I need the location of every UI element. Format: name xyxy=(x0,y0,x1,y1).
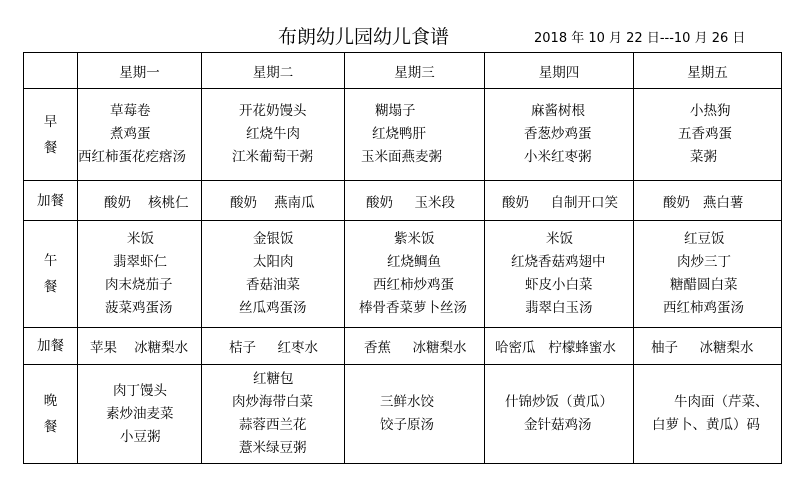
breakfast-label xyxy=(24,89,78,181)
menu-item: 米饭 xyxy=(546,231,573,247)
header-row xyxy=(24,53,782,89)
menu-item: 饺子原汤 xyxy=(380,417,434,433)
dinner-label-char-1: 晚 xyxy=(43,393,58,409)
day-header-mon: 星期一 xyxy=(78,53,202,89)
snack1-fri: 酸奶 燕白薯 xyxy=(634,181,782,221)
menu-item: 白萝卜、黄瓜）码 xyxy=(652,417,760,433)
menu-item: 红烧鲷鱼 xyxy=(387,254,441,270)
menu-item: 三鲜水饺 xyxy=(380,394,434,410)
snack2-label: 加餐 xyxy=(24,328,78,365)
breakfast-fri xyxy=(634,89,782,181)
menu-item: 西红柿蛋花疙瘩汤 xyxy=(78,149,186,165)
dinner-wed xyxy=(345,365,485,464)
menu-item: 翡翠虾仁 xyxy=(113,254,167,270)
menu-item: 香菇油菜 xyxy=(246,277,300,293)
day-header-tue: 星期二 xyxy=(202,53,345,89)
date-range: 2018 年 10 月 22 日---10 月 26 日 xyxy=(534,31,746,46)
day-header-thu: 星期四 xyxy=(485,53,634,89)
lunch-label xyxy=(24,221,78,328)
snack1-wed: 酸奶 玉米段 xyxy=(345,181,485,221)
lunch-label-char-1: 午 xyxy=(43,253,58,269)
breakfast-mon xyxy=(78,89,202,181)
menu-item: 菠菜鸡蛋汤 xyxy=(105,300,173,316)
lunch-mon xyxy=(78,221,202,328)
menu-item: 红烧鸭肝 xyxy=(372,126,426,142)
lunch-thu xyxy=(485,221,634,328)
snack1-mon: 酸奶 核桃仁 xyxy=(78,181,202,221)
menu-item: 什锦炒饭（黄瓜） xyxy=(505,394,613,410)
menu-item: 丝瓜鸡蛋汤 xyxy=(239,300,307,316)
menu-item: 江米葡萄干粥 xyxy=(232,149,313,165)
lunch-fri xyxy=(634,221,782,328)
snack2-row xyxy=(24,328,782,365)
menu-item: 紫米饭 xyxy=(394,231,435,247)
lunch-wed xyxy=(345,221,485,328)
menu-item: 玉米面燕麦粥 xyxy=(361,149,442,165)
menu-item: 金针菇鸡汤 xyxy=(524,417,592,433)
menu-item: 素炒油麦菜 xyxy=(106,405,174,422)
menu-item: 红烧牛肉 xyxy=(246,126,300,142)
snack1-label: 加餐 xyxy=(24,181,78,221)
snack2-thu: 哈密瓜 柠檬蜂蜜水 xyxy=(485,328,634,365)
menu-item: 肉炒海带白菜 xyxy=(232,394,313,410)
menu-item: 五香鸡蛋 xyxy=(678,126,732,142)
menu-item: 小豆粥 xyxy=(120,428,161,445)
menu-item: 草莓卷 xyxy=(110,103,151,119)
menu-item: 肉炒三丁 xyxy=(677,254,731,270)
menu-item: 菜粥 xyxy=(690,149,717,165)
menu-item: 虾皮小白菜 xyxy=(525,277,593,293)
menu-item: 肉末烧茄子 xyxy=(105,277,173,293)
dinner-fri xyxy=(634,365,782,464)
snack2-wed: 香蕉 冰糖梨水 xyxy=(345,328,485,365)
menu-item: 红烧香菇鸡翅中 xyxy=(511,254,606,270)
menu-item: 棒骨香菜萝卜丝汤 xyxy=(359,300,467,316)
menu-item: 糊塌子 xyxy=(375,103,416,119)
menu-item: 翡翠白玉汤 xyxy=(525,300,593,316)
menu-table xyxy=(23,52,782,464)
menu-item: 太阳肉 xyxy=(253,254,294,270)
menu-item: 米饭 xyxy=(127,231,154,247)
menu-item: 香葱炒鸡蛋 xyxy=(524,126,592,142)
dinner-row xyxy=(24,365,782,464)
day-header-wed: 星期三 xyxy=(345,53,485,89)
menu-item: 肉丁馒头 xyxy=(113,382,167,399)
lunch-tue xyxy=(202,221,345,328)
dinner-tue xyxy=(202,365,345,464)
snack2-mon: 苹果 冰糖梨水 xyxy=(78,328,202,365)
menu-item: 薏米绿豆粥 xyxy=(239,440,307,456)
menu-item: 开花奶馒头 xyxy=(239,103,307,119)
menu-item: 牛肉面（芹菜、 xyxy=(674,394,769,410)
breakfast-row xyxy=(24,89,782,181)
breakfast-wed xyxy=(345,89,485,181)
page-title: 布朗幼儿园幼儿食谱 xyxy=(278,26,450,48)
menu-item: 红豆饭 xyxy=(684,231,725,247)
menu-item: 糖醋圆白菜 xyxy=(670,277,738,293)
snack2-tue: 桔子 红枣水 xyxy=(202,328,345,365)
breakfast-label-char-2: 餐 xyxy=(43,139,58,156)
menu-item: 小热狗 xyxy=(690,103,731,119)
breakfast-thu xyxy=(485,89,634,181)
menu-item: 金银饭 xyxy=(253,231,294,247)
lunch-label-char-2: 餐 xyxy=(43,279,58,295)
menu-item: 煮鸡蛋 xyxy=(110,126,151,142)
snack1-row xyxy=(24,181,782,221)
corner-cell xyxy=(24,53,78,89)
menu-item: 小米红枣粥 xyxy=(524,149,592,165)
breakfast-label-char-1: 早 xyxy=(43,113,58,130)
dinner-thu xyxy=(485,365,634,464)
lunch-row xyxy=(24,221,782,328)
menu-item: 麻酱树根 xyxy=(531,103,585,119)
dinner-label xyxy=(24,365,78,464)
menu-item: 西红柿炒鸡蛋 xyxy=(373,277,454,293)
menu-item: 蒜蓉西兰花 xyxy=(239,417,307,433)
snack1-thu: 酸奶 自制开口笑 xyxy=(485,181,634,221)
menu-item: 西红柿鸡蛋汤 xyxy=(663,300,744,316)
snack1-tue: 酸奶 燕南瓜 xyxy=(202,181,345,221)
breakfast-tue xyxy=(202,89,345,181)
dinner-mon xyxy=(78,365,202,464)
snack2-fri: 柚子 冰糖梨水 xyxy=(634,328,782,365)
menu-item: 红糖包 xyxy=(253,371,294,387)
dinner-label-char-2: 餐 xyxy=(43,419,58,435)
day-header-fri: 星期五 xyxy=(634,53,782,89)
